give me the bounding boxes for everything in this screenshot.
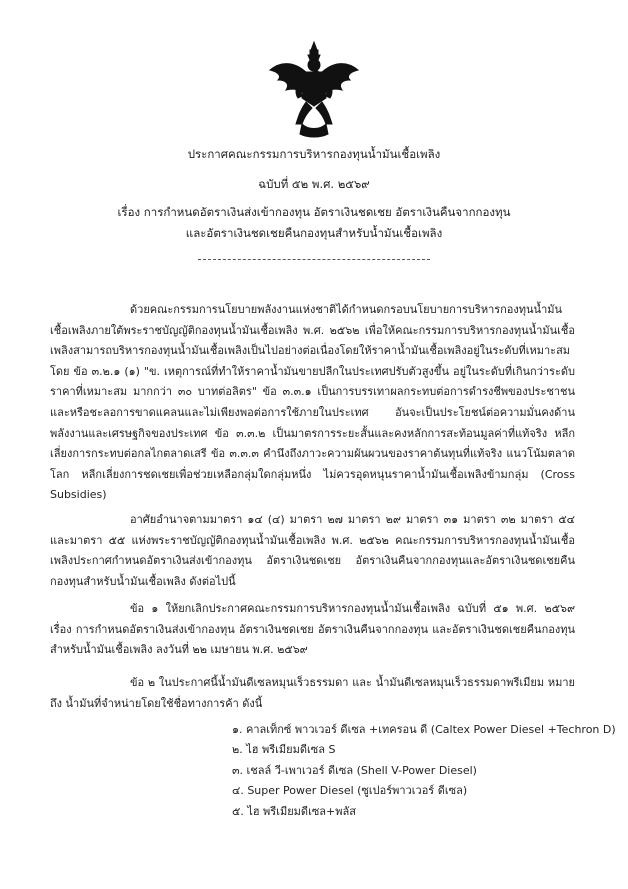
announcement-number: ฉบับที่ ๕๒ พ.ศ. ๒๕๖๙ bbox=[258, 177, 370, 191]
list-item: ๒. ไฮ พรีเมียมดีเซล S bbox=[232, 743, 336, 757]
list-item: ๔. Super Power Diesel (ซูเปอร์พาวเวอร์ ดีเซล) bbox=[232, 784, 468, 798]
paragraph-authority: อาศัยอำนาจตามมาตรา ๑๔ (๔) มาตรา ๒๗ มาตรา ๒๙ มาตรา ๓๑ มาตรา ๓๒ มาตรา ๕๔ และมาตรา ๕๕ แห่งพระราชบัญญัติกองทุนน้ำมันเชื้อเพลิง พ.ศ. ๒๕๖๒ คณะกรรมการบริหารกองทุนน้ำมันเชื้อเพลิงประกาศกำหนดอัตราเงินส่งเข้ากองทุน อัตราเงินชดเชย อัตราเงินคืนจากกองทุนและอัตราเงินชดเชยคืนกองทุนสำหรับน้ำมันเชื้อเพลิง ดังต่อไปนี้ bbox=[50, 513, 575, 588]
paragraph-clause-1: ข้อ ๑ ให้ยกเลิกประกาศคณะกรรมการบริหารกองทุนน้ำมันเชื้อเพลิง ฉบับที่ ๕๑ พ.ศ. ๒๕๖๙ เรื่อง การกำหนดอัตราเงินส่งเข้ากองทุน อัตราเงินชดเชย อัตราเงินคืนจากกองทุน และอัตราเงินชดเชยคืนกองทุนสำหรับน้ำมันเชื้อเพลิง ลงวันที่ ๒๒ เมษายน พ.ศ. ๒๕๖๙ bbox=[50, 602, 575, 657]
divider-line bbox=[198, 259, 430, 260]
subject-line-2: และอัตราเงินชดเชยคืนกองทุนสำหรับน้ำมันเชื้อเพลิง bbox=[185, 226, 443, 240]
list-item: ๓. เชลล์ วี-เพาเวอร์ ดีเซล (Shell V-Power Diesel) bbox=[232, 763, 477, 777]
subject-line-1: เรื่อง การกำหนดอัตราเงินส่งเข้ากองทุน อัตราเงินชดเชย อัตราเงินคืนจากกองทุน bbox=[117, 205, 511, 219]
paragraph-preamble: ด้วยคณะกรรมการนโยบายพลังงานแห่งชาติได้กำหนดกรอบนโยบายการบริหารกองทุนน้ำมันเชื้อเพลิงภายใต้พระราชบัญญัติกองทุนน้ำมันเชื้อเพลิง พ.ศ. ๒๕๖๒ เพื่อให้คณะกรรมการบริหารกองทุนน้ำมันเชื้อเพลิงสามารถบริหารกองทุนน้ำมันเชื้อเพลิงเป็นไปอย่างต่อเนื่องโดยให้ราคาน้ำมันเชื้อเพลิงอยู่ในระดับที่เหมาะสม โดย ข้อ ๓.๒.๑ (๑) "ข. เหตุการณ์ที่ทำให้ราคาน้ำมันขายปลีกในประเทศปรับตัวสูงขึ้น อยู่ในระดับที่เกินกว่าระดับราคาที่เหมาะสม มากกว่า ๓๐ บาทต่อลิตร" ข้อ ๓.๓.๑ เป็นการบรรเทาผลกระทบต่อการดำรงชีพของประชาชน และหรือชะลอการขาดแคลนและไม่เพียงพอต่อการใช้ภายในประเทศ อันจะเป็นประโยชน์ต่อความมั่นคงด้านพลังงานและเศรษฐกิจของประเทศ ข้อ ๓.๓.๒ เป็นมาตรการระยะสั้นและคงหลักการสะท้อนมูลค่าที่แท้จริง หลีกเลี่ยงการกระทบต่อกลไกตลาดเสรี ข้อ ๓.๓.๓ คำนึงถึงภาวะความผันผวนของราคาต้นทุนที่แท้จริง แนวโน้มตลาดโลก หลีกเลี่ยงการชดเชยเพื่อช่วยเหลือกลุ่มใดกลุ่มหนึ่ง ไม่ควรอุดหนุนราคาน้ำมันเชื้อเพลิงข้ามกลุ่ม (Cross Subsidies) bbox=[50, 303, 575, 502]
paragraph-clause-2: ข้อ ๒ ในประกาศนี้น้ำมันดีเซลหมุนเร็วธรรมดา และ น้ำมันดีเซลหมุนเร็วธรรมดาพรีเมียม หมายถึง น้ำมันที่จำหน่ายโดยใช้ชื่อทางการค้า ดังนี้ bbox=[50, 676, 575, 710]
list-item: ๕. ไฮ พรีเมียมดีเซล+พลัส bbox=[232, 804, 356, 818]
trade-name-list bbox=[232, 720, 616, 822]
announcement-title: ประกาศคณะกรรมการบริหารกองทุนน้ำมันเชื้อเพลิง bbox=[187, 147, 441, 161]
garuda-emblem bbox=[268, 40, 360, 138]
list-item: ๑. คาลเท็กซ์ พาวเวอร์ ดีเซล +เทครอน ดี (Caltex Power Diesel +Techron D) bbox=[232, 723, 616, 736]
